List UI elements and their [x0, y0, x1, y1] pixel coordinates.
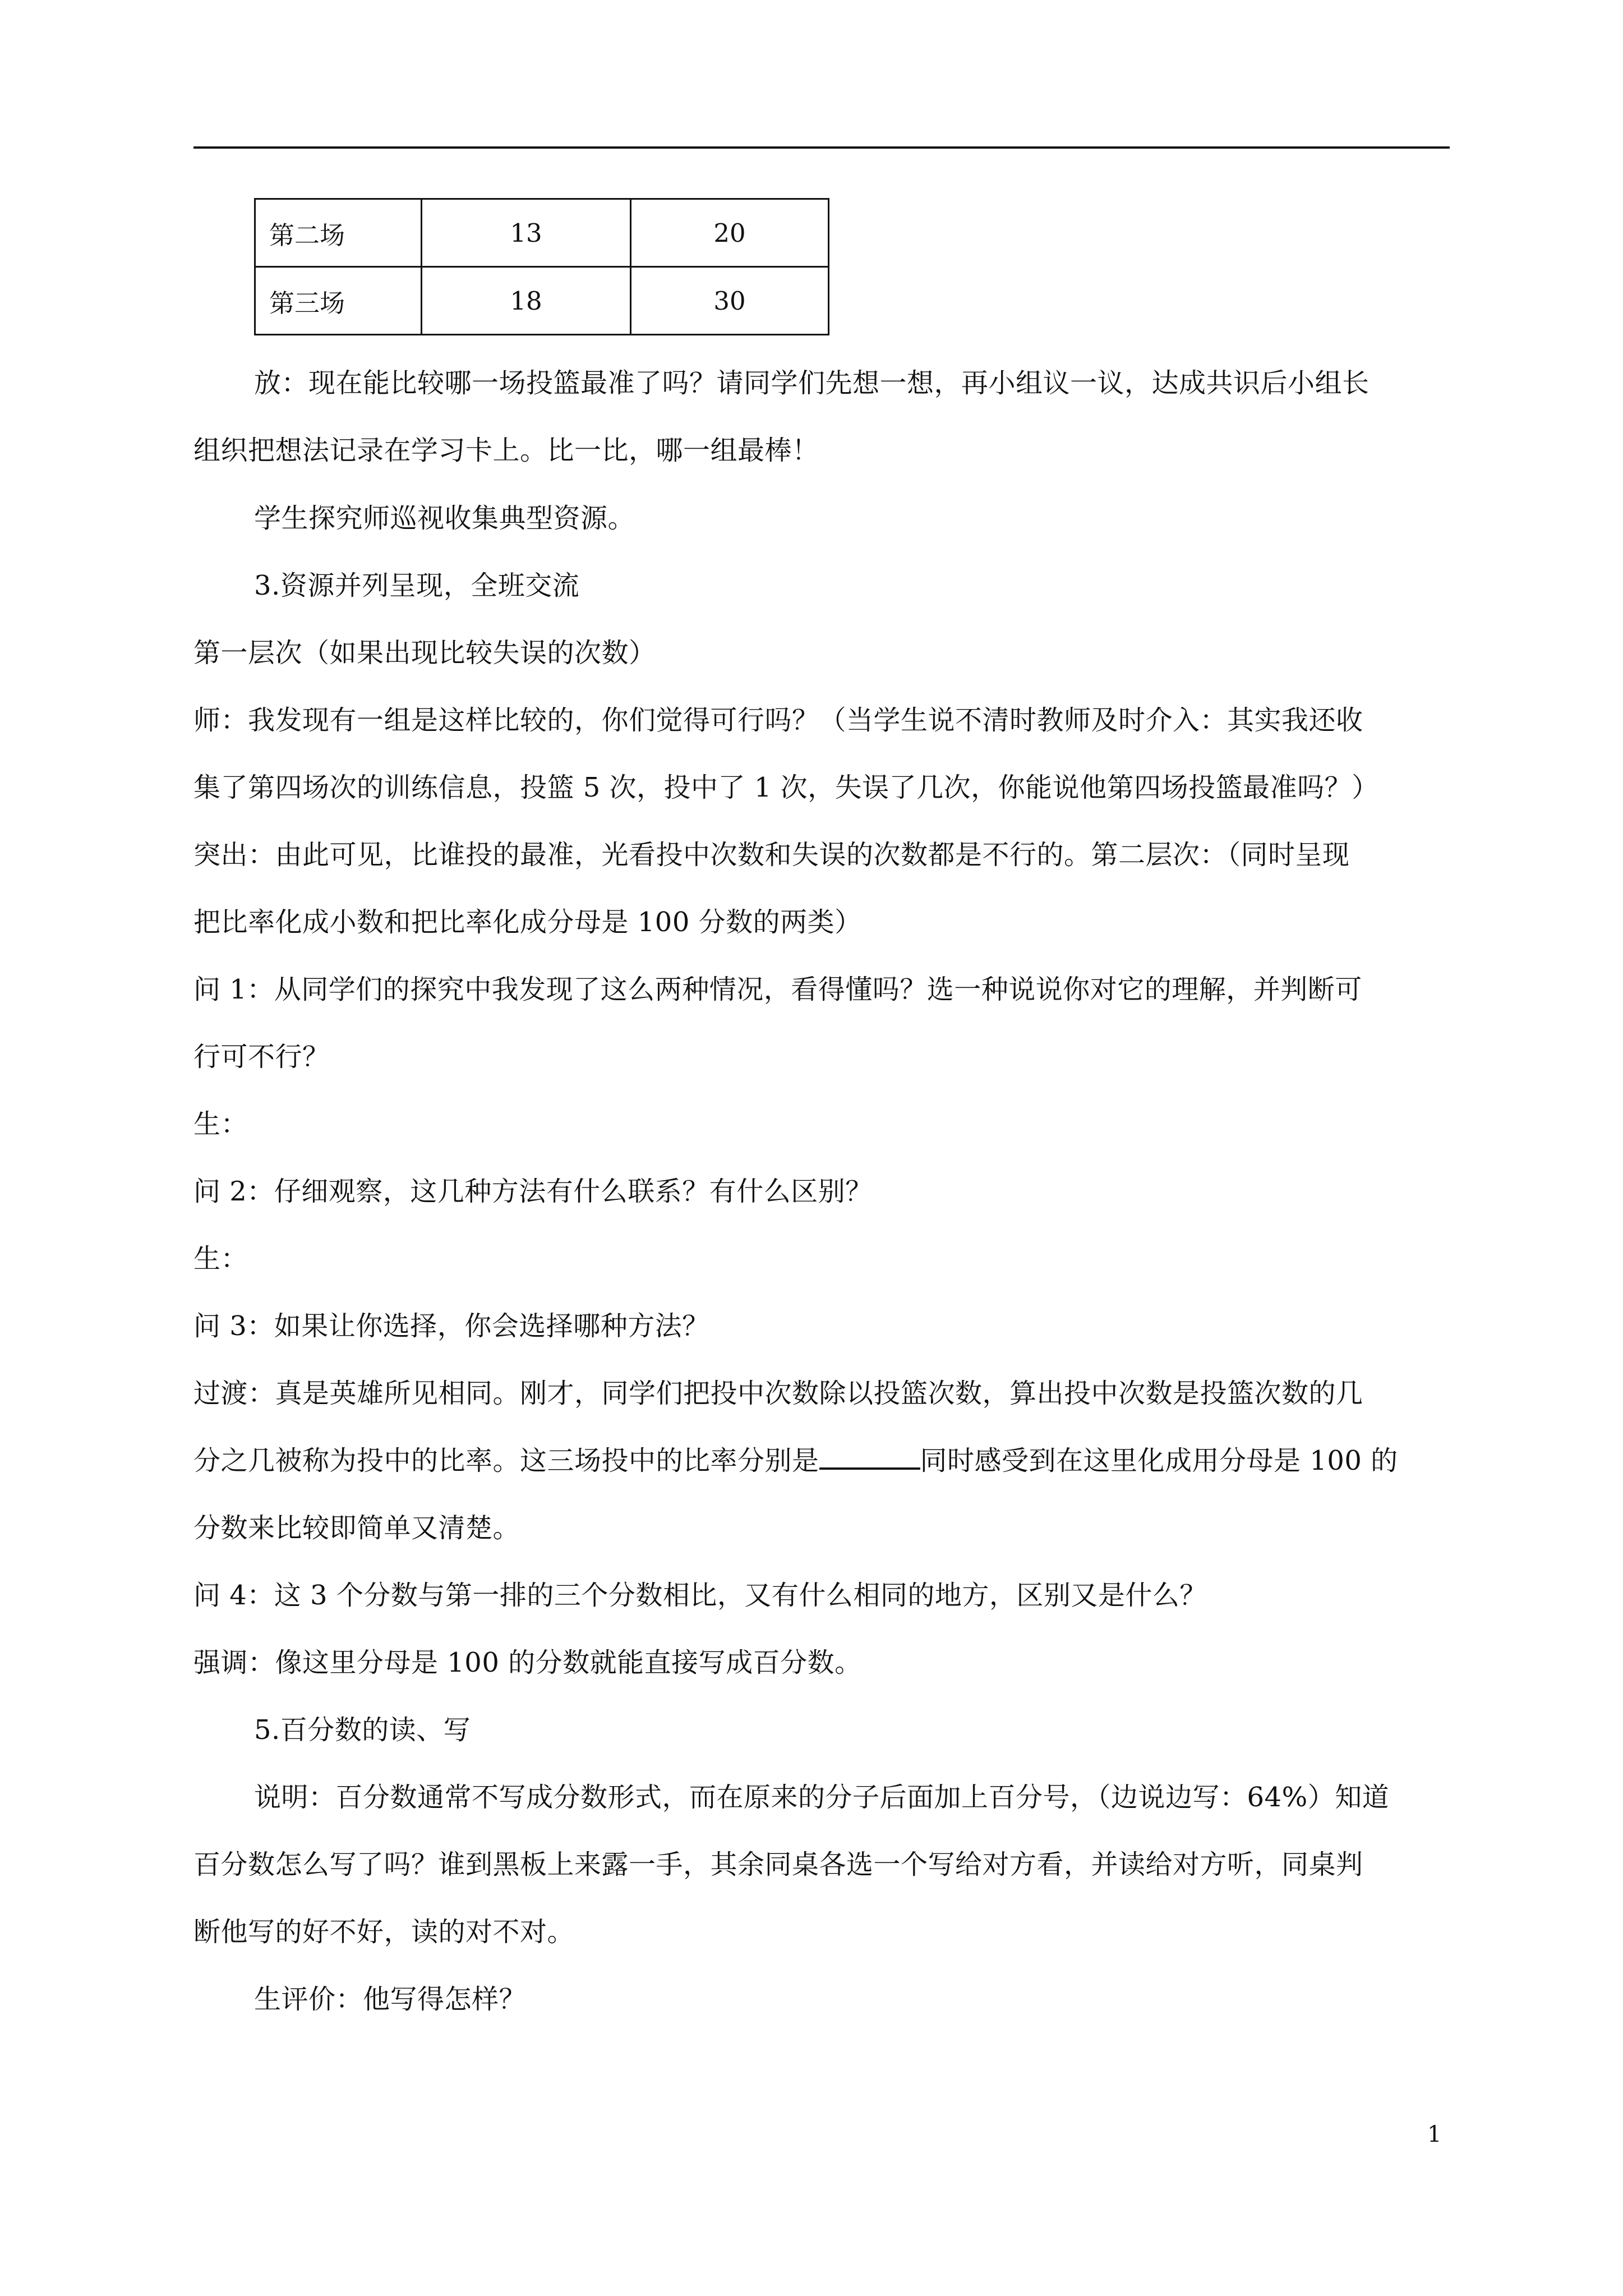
- paragraph-line: 强调：像这里分母是 100 的分数就能直接写成百分数。: [193, 1647, 862, 1678]
- paragraph-text: 分之几被称为投中的比率。这三场投中的比率分别是: [193, 1445, 819, 1476]
- paragraph-text: 同时感受到在这里化成用分母是 100 的: [920, 1445, 1398, 1476]
- score-table: [254, 198, 829, 335]
- fill-blank: [819, 1445, 920, 1470]
- section-heading: 3.资源并列呈现，全班交流: [254, 570, 580, 601]
- paragraph-line: 学生探究师巡视收集典型资源。: [254, 503, 635, 534]
- paragraph-line: 分数来比较即简单又清楚。: [193, 1512, 520, 1544]
- paragraph-line: 问 1：从同学们的探究中我发现了这么两种情况，看得懂吗？选一种说说你对它的理解，并判断可: [193, 974, 1362, 1005]
- paragraph-line: 百分数怎么写了吗？谁到黑板上来露一手，其余同桌各选一个写给对方看，并读给对方听，同桌判: [193, 1849, 1363, 1880]
- paragraph-line: 集了第四场次的训练信息，投篮 5 次，投中了 1 次，失误了几次，你能说他第四场投篮最准吗？）: [193, 772, 1379, 803]
- table-cell-label: 第二场: [255, 199, 422, 267]
- table-cell-shots: 20: [631, 199, 829, 267]
- paragraph-line: 生评价：他写得怎样？: [254, 1984, 527, 2015]
- paragraph-line: 说明：百分数通常不写成分数形式，而在原来的分子后面加上百分号，（边说边写：64%）知道: [254, 1782, 1390, 1813]
- paragraph-line: 突出：由此可见，比谁投的最准，光看投中次数和失误的次数都是不行的。第二层次：（同时呈现: [193, 839, 1350, 871]
- paragraph-line: 问 4：这 3 个分数与第一排的三个分数相比，又有什么相同的地方，区别又是什么？: [193, 1580, 1207, 1611]
- table-row: [255, 199, 829, 267]
- paragraph-line: 师：我发现有一组是这样比较的，你们觉得可行吗？（当学生说不清时教师及时介入：其实我还收: [193, 705, 1363, 736]
- paragraph-line: 放：现在能比较哪一场投篮最准了吗？请同学们先想一想，再小组议一议，达成共识后小组长: [254, 367, 1370, 399]
- table-row: [255, 267, 829, 335]
- header-rule: [193, 146, 1450, 149]
- table-cell-hits: 18: [422, 267, 631, 335]
- paragraph-line: 断他写的好不好，读的对不对。: [193, 1916, 575, 1948]
- paragraph-line: [193, 1444, 1398, 1478]
- page-number: 1: [1427, 2122, 1442, 2147]
- table-cell-hits: 13: [422, 199, 631, 267]
- paragraph-line: 过渡：真是英雄所见相同。刚才，同学们把投中次数除以投篮次数，算出投中次数是投篮次数的几: [193, 1378, 1363, 1409]
- section-heading: 5.百分数的读、写: [254, 1714, 471, 1746]
- paragraph-line: 组织把想法记录在学习卡上。比一比，哪一组最棒！: [193, 435, 819, 466]
- table-cell-label: 第三场: [255, 267, 422, 335]
- paragraph-line: 问 3：如果让你选择，你会选择哪种方法？: [193, 1310, 709, 1342]
- table-cell-shots: 30: [631, 267, 829, 335]
- paragraph-line: 生：: [193, 1108, 248, 1140]
- paragraph-line: 问 2：仔细观察，这几种方法有什么联系？有什么区别？: [193, 1176, 873, 1207]
- paragraph-line: 行可不行？: [193, 1041, 330, 1073]
- paragraph-line: 生：: [193, 1243, 248, 1274]
- paragraph-line: 第一层次（如果出现比较失误的次数）: [193, 637, 656, 669]
- paragraph-line: 把比率化成小数和把比率化成分母是 100 分数的两类）: [193, 907, 862, 938]
